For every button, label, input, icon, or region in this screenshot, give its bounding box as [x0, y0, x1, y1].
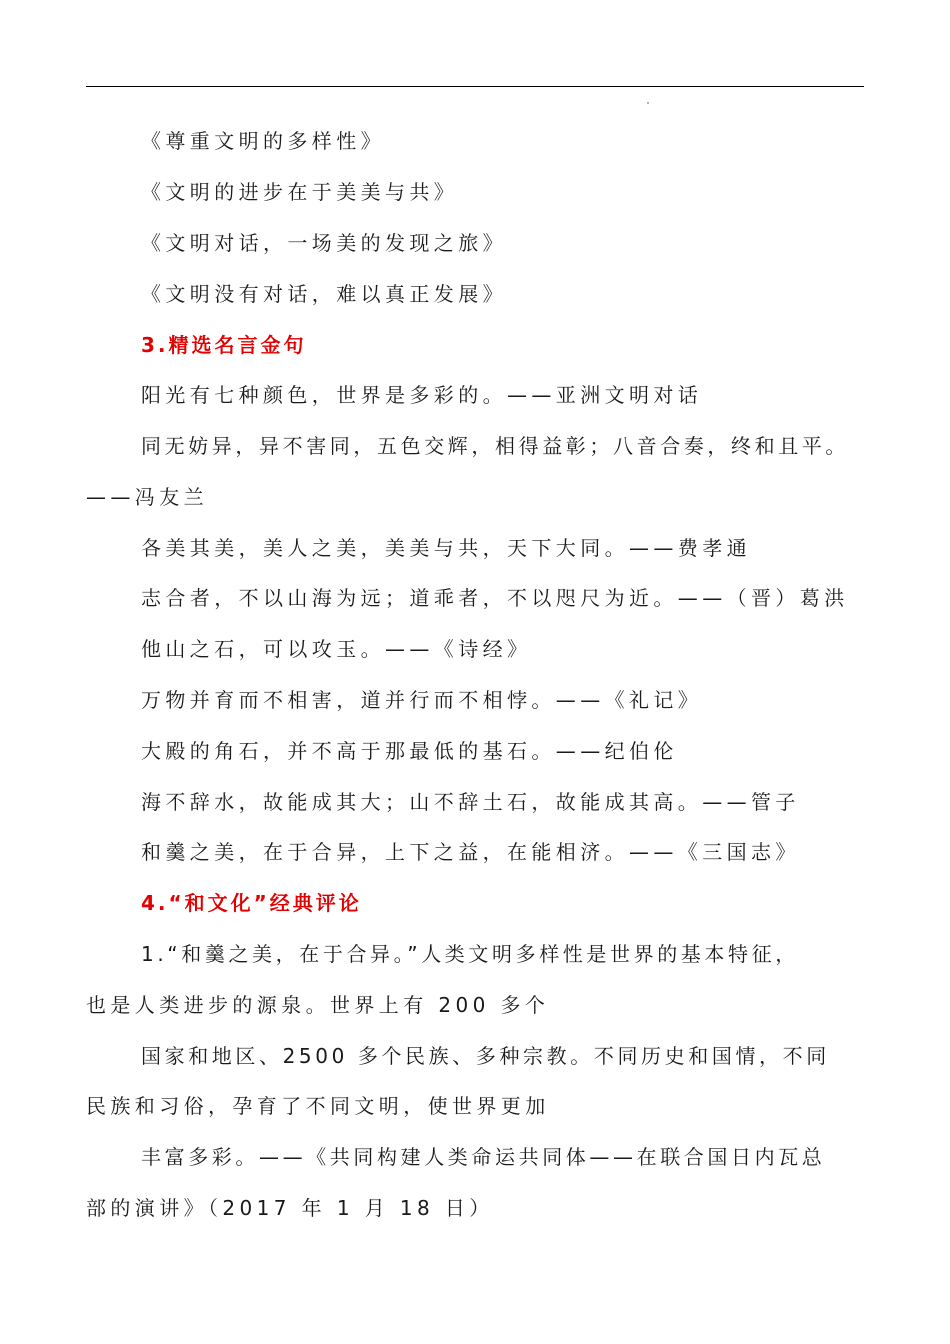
quote-line: 海不辞水，故能成其大；山不辞土石，故能成其高。——管子 [141, 790, 800, 814]
section-heading: 4.“和文化”经典评论 [141, 891, 362, 915]
quote-line: 和羹之美，在于合异，上下之益，在能相济。——《三国志》 [141, 840, 800, 864]
section-heading: 3.精选名言金句 [141, 333, 307, 357]
title-item: 《文明对话，一场美的发现之旅》 [141, 231, 507, 255]
quote-line: 万物并育而不相害，道并行而不相悖。——《礼记》 [141, 688, 703, 712]
paragraph-line: 国家和地区、2500 多个民族、多种宗教。不同历史和国情，不同 [141, 1044, 830, 1068]
title-item: 《文明的进步在于美美与共》 [141, 180, 459, 204]
quote-line: 志合者，不以山海为远；道乖者，不以咫尺为近。——（晋）葛洪 [141, 586, 849, 610]
paragraph-line: 民族和习俗，孕育了不同文明，使世界更加 [86, 1094, 550, 1118]
quote-line: 大殿的角石，并不高于那最低的基石。——纪伯伦 [141, 739, 678, 763]
title-item: 《文明没有对话，难以真正发展》 [141, 282, 507, 306]
quote-line: 阳光有七种颜色，世界是多彩的。——亚洲文明对话 [141, 383, 703, 407]
paragraph-line: 也是人类进步的源泉。世界上有 200 多个 [86, 993, 550, 1017]
header-rule [86, 86, 864, 87]
paragraph-line: 部的演讲》（2017 年 1 月 18 日） [86, 1196, 494, 1220]
quote-line: 他山之石，可以攻玉。——《诗经》 [141, 637, 532, 661]
quote-line: 同无妨异，异不害同，五色交辉，相得益彰；八音合奏，终和且平。 [141, 434, 849, 458]
quote-line: 各美其美，美人之美，美美与共，天下大同。——费孝通 [141, 536, 751, 560]
paragraph-line: 1.“和羹之美，在于合异。”人类文明多样性是世界的基本特征， [141, 942, 799, 966]
paragraph-line: 丰富多彩。——《共同构建人类命运共同体——在联合国日内瓦总 [141, 1145, 826, 1169]
quote-attribution: ——冯友兰 [86, 485, 208, 509]
title-item: 《尊重文明的多样性》 [141, 129, 385, 153]
speck [647, 102, 649, 104]
